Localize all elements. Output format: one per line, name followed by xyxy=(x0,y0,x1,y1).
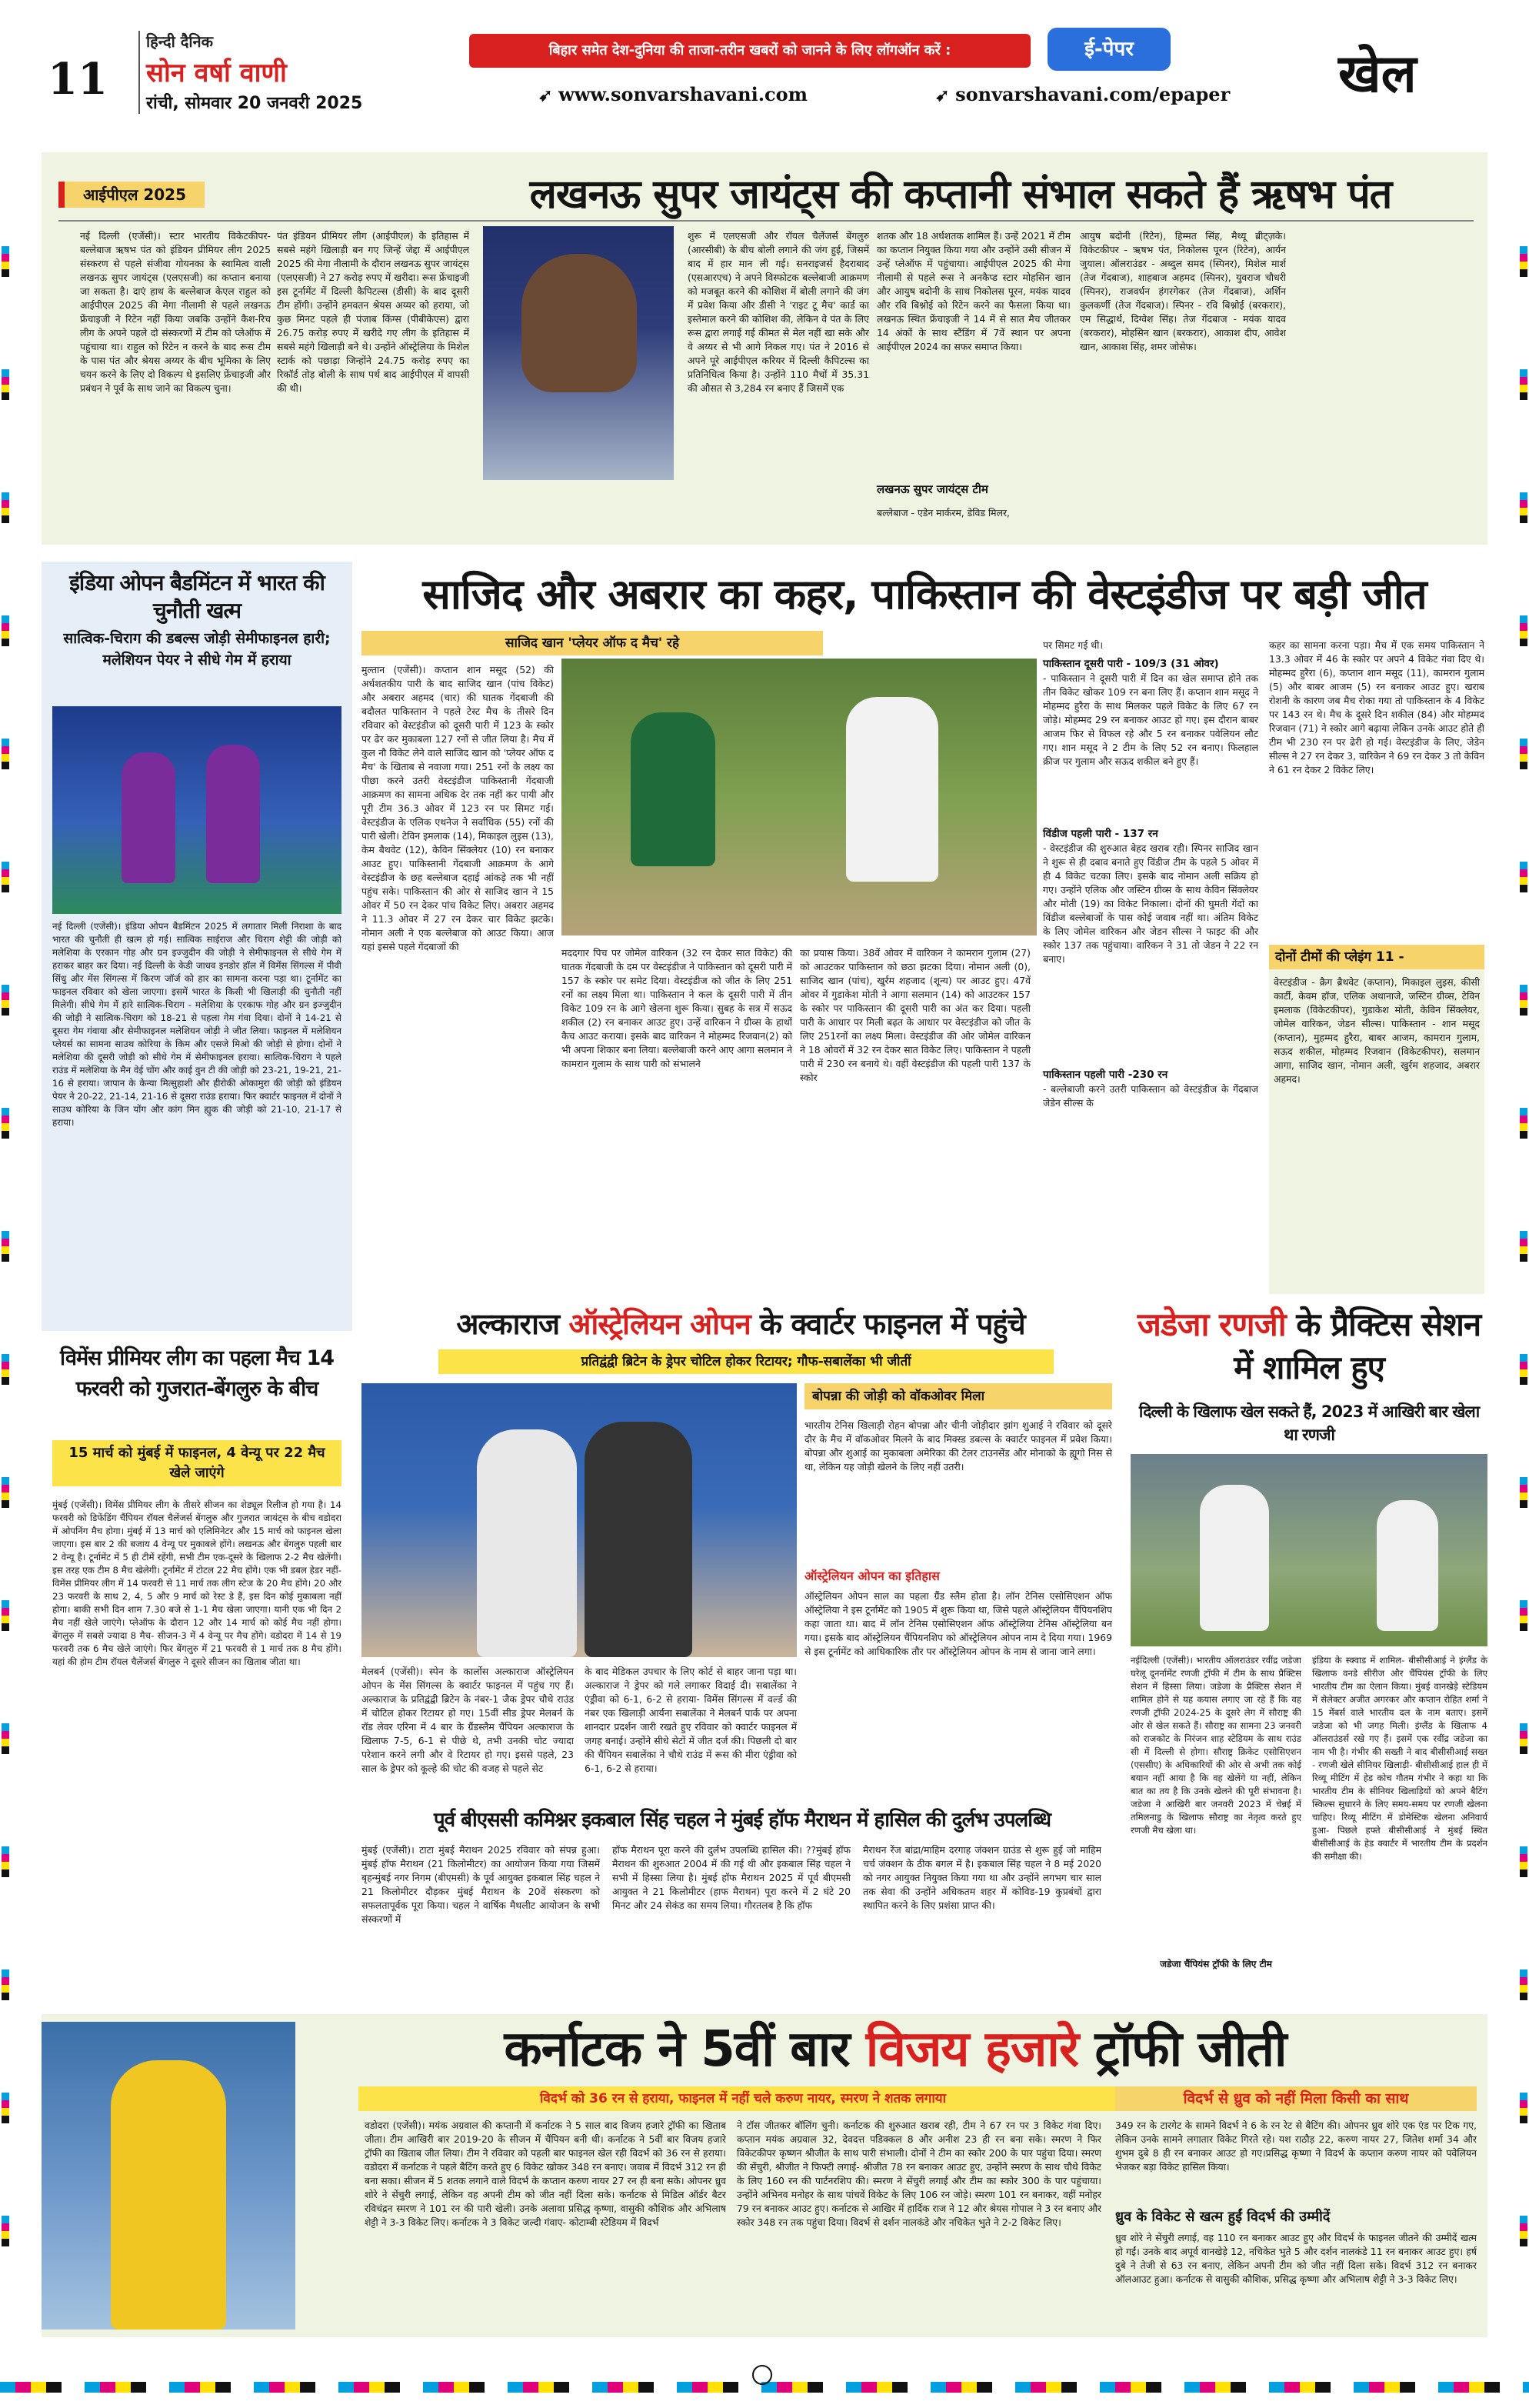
pakistan-headline: साजिद और अबरार का कहर, पाकिस्तान की वेस्टइंडीज पर बड़ी जीत xyxy=(422,570,1427,619)
badminton-headline: इंडिया ओपन बैडमिंटन में भारत की चुनौती खत्म xyxy=(69,570,325,623)
karnataka-story xyxy=(42,2014,1487,2337)
squad-lead: बल्लेबाज - एडेन मार्करम, डेविड मिलर, xyxy=(877,507,1010,519)
karnataka-col-2: ने टॉस जीतकर बॉलिंग चुनी। कर्नाटक की शुरुआत खराब रही, टीम ने 67 रन पर 3 विकेट गंवा दिए। कप्तान मयंक अग्रवाल 32, देवदत्त पडिक्कल 8 और अनीश 23 ही रन बना सके। स्मरण ने फिर विकेटकीपर कृष्णन श्रीजीत के साथ पारी संभाली। दोनों ने टीम का स्कोर 200 के पार पहुंचा दिया। स्मरण की सेंचुरी, श्रीजीत ने फिफ्टी लगाई- श्रीजीत 78 रन बनाकर आउट हुए, उन्होंने स्मरण के साथ चौथे विकेट के लिए 160 रन की पार्टनरशिप की। स्मरण ने सेंचुरी लगाई और टीम का स्कोर 300 के पार पहुंचाया। उन्होंने अभिनव मनोहर के साथ पांचवें विकेट के लिए 106 रन जोड़े। स्मरण 101 रन बनाकर, वहीं मनोहर 79 रन बनाकर आउट हुए। कर्नाटक से आखिर में हार्दिक राज ने 12 और श्रेयस गोपाल ने 3 रन बनाए और स्कोर 348 रन तक पहुंचा दिया। विदर्भ से दर्शन नालकंडे और नचिकेत भुते ने 2-2 विकेट लिए। xyxy=(737,2120,1101,2228)
fielder-figure xyxy=(1377,1500,1438,1631)
promo-banner xyxy=(469,34,1031,68)
epaper-button[interactable] xyxy=(1048,28,1171,71)
alcaraz-col-2: के बाद मेडिकल उपचार के लिए कोर्ट से बाहर जाना पड़ा था।अल्काराज ने ड्रेपर को गले लगाकर विदाई दी। सबालेंका ने एंड्रीवा को 6-1, 6-2 से हराया- विमेंस सिंगल्स में वर्ल्ड की नंबर एक खिलाड़ी आर्यना सबालेंका ने मेलबर्न पार्क पर अपना शानदार प्रदर्शन जारी रखते हुए रविवार को क्वार्टर फाइनल में जगह बनाई। उन्होंने सीधे सेटों में जीत दर्ज की। पिछली दो बार की चैंपियन सबालेंका ने चौथे राउंड में रूस की मीरा एंड्रीवा को 6-1, 6-2 से हराया। xyxy=(585,1666,797,1774)
ipl-col-3: शुरू में एलएसजी और रॉयल चैलेंजर्स बेंगलुरु (आरसीबी) के बीच बोली लगाने की जंग हुई, जिसमें बाद में हार मान ली गई। सनराइजर्स हैदराबाद (एसआरएच) ने अपने विस्फोटक बल्लेबाजी आक्रमण को मजबूत करने की कोशिश में बोली लगाने की जंग में प्रवेश किया और डीसी ने 'राइट टू मैच' कार्ड का इस्तेमाल करने की कोशिश की, लेकिन वे पंत के लिए रूस द्वारा लगाई गई कीमत से मेल नहीं खा सके और वे अय्यर से भी आगे निकल गए। पंत ने 2016 से अपने पूरे आईपीएल करियर में दिल्ली कैपिटल्स का प्रतिनिधित्व किया है। उन्होंने 110 मैचों में 35.31 की औसत से 3,284 रन बनाए हैं जिसमें एक xyxy=(688,230,869,394)
history-head: ऑस्ट्रेलियन ओपन का इतिहास xyxy=(804,1569,940,1583)
pakistan-col-3: का प्रयास किया। 38वें ओवर में वारिकन ने कामरान गुलाम (27) को आउटकर पाकिस्तान को छठा झटका दिया। नोमान अली (0), साजिद खान (पांच), खुर्रम शहजाद (शून्य) पर आउट हुए। 47वें ओवर में गुडाकेश मोती ने आगा सलमान (14) को आउटकर 157 के स्कोर पर पाकिस्तान की दूसरी पारी का अंत कर दिया। पहली पारी के आधार पर मिली बढ़त के आधार पर वेस्टइंडीज को जीत के लिए 251रनों का लक्ष्य मिला। वेस्टइंडीज की ओर जोमेल वारिकन ने 18 ओवरों में 32 रन देकर सात विकेट लिए। पाकिस्तान ने पहली पारी में 230 रन बनाये थे। वहीं वेस्टइंडीज की पहली पारी 137 के स्कोर xyxy=(800,947,1031,1083)
keeper-figure xyxy=(631,712,715,866)
player-right xyxy=(206,745,260,883)
ipl-headline: लखनऊ सुपर जायंट्स की कप्तानी संभाल सकते हैं ऋषभ पंत xyxy=(529,172,1392,218)
jadeja-col-2: इंडिया के स्क्वाड में शामिल- बीसीसीआई ने इंग्लैंड के खिलाफ वनडे सीरीज और चैंपियंस ट्रॉफी के लिए भारतीय टीम का ऐलान किया। मुंबई वानखेड़े स्टेडियम में सेलेक्टर अजीत अगरकर और कप्तान रोहित शर्मा ने 15 मेंबर्स वाले भारतीय दल के नाम बताए। इसमें जडेजा को भी जगह मिली। इंग्लैंड के खिलाफ 4 ऑलराउंडर्स रखे गए हैं। इसमें एक रवींद्र जडेजा का नाम भी है। गंभीर की सख्ती ने बाद बीसीसीआई सख्त - रणजी खेले सीनियर खिलाड़ी- बीसीसीआई हाल ही में रिव्यू मीटिंग में हेड कोच गौतम गंभीर ने कहा था कि भारतीय टीम के सीनियर खिलाड़ियों को अपने बैटिंग स्किल्स सुधारने के लिए समय-समय पर रणजी खेलना चाहिए। रिव्यू मीटिंग में डोमेस्टिक खेलना अनिवार्य हुआ- पिछले हफ्ते बीसीसीआई ने मुंबई स्थित बीसीसीआई के हेड क्वार्टर में भारतीय टीम के प्रदर्शन की समीक्षा की। xyxy=(1312,1655,1487,1862)
alcaraz-headline xyxy=(361,1303,1120,1345)
player-figure xyxy=(111,2060,226,2330)
ipl-kicker-text: आईपीएल 2025 xyxy=(82,185,187,204)
site-url: www.sonvarshavani.com xyxy=(558,83,808,105)
alcaraz-story xyxy=(361,1303,1120,1799)
bopanna-head: बोपन्ना की जोड़ी को वॉकओवर मिला xyxy=(804,1383,1112,1409)
masthead xyxy=(0,0,1529,131)
ipl-col-1: नई दिल्ली (एजेंसी)। स्टार भारतीय विकेटकीपर-बल्लेबाज ऋषभ पंत को इंडियन प्रीमियर लीग 2025 संस्करण से पहले संजीवा गोयनका के स्वामित्व वाली लखनऊ सुपर जायंट्स (एलएसजी) का कप्तान बनाया जा सकता है। दाएं हाथ के बल्लेबाज केएल राहुल को आईपीएल 2025 की मेगा नीलामी से पहले लखनऊ फ्रेंचाइजी ने रिटेन नहीं किया जबकि उन्होंने कैश-रिच लीग के अपने पहले दो संस्करणों में टीम को प्लेऑफ में पहुंचाया था। राहुल को रिटेन न करने के बाद रूस टीम के पास पंत और श्रेयस अय्यर के बीच भूमिका के लिए चयन करने के लिए दो विकल्प थे इसलिए फ्रेंचाइजी और प्रबंधन ने पूर्व के साथ जाने का विकल्प चुना। xyxy=(80,230,271,394)
ipl-col-5: आयुष बदोनी (रिटेन), हिम्मत सिंह, मैथ्यू ब्रीट्ज़के। विकेटकीपर - ऋषभ पंत, निकोलस पूरन (रिटेन), आर्यन जुयाल। ऑलराउंडर - अब्दुल समद (स्पिनर), मिशेल मार्श (तेज गेंदबाज), शाहबाज अहमद (स्पिनर), युवराज चौधरी (स्पिनर), राजवर्धन हंगरगेकर (तेज गेंदबाज), अर्शिन कुलकर्णी (तेज गेंदबाज)। स्पिनर - रवि बिश्नोई (बरकरार), एम सिद्धार्थ, दिग्वेश सिंह। तेज गेंदबाज - मयंक यादव (बरकरार), मोहसिन खान (बरकरार), आकाश दीप, आवेश खान, आकाश सिंह, शमर जोसेफ। xyxy=(1080,230,1286,352)
pakistan-col-4a: पर सिमट गई थी। xyxy=(1043,639,1104,651)
epaper-button-label: ई-पेपर xyxy=(1084,38,1134,61)
jadeja-headline xyxy=(1131,1303,1487,1389)
alcaraz-headline-pre: अल्काराज xyxy=(456,1307,569,1341)
promo-text: बिहार समेत देश-दुनिया की ताजा-तरीन खबरों को जानने के लिए लॉगऑन करें : xyxy=(548,42,951,58)
karnataka-headline-red: विजय हजारे xyxy=(865,2021,1079,2078)
pakistan-col-1: मुल्तान (एजेंसी)। कप्तान शान मसूद (52) की अर्धशतकीय पारी के बाद साजिद खान (पांच विकेट) और अबरार अहमद (चार) की घातक गेंदबाजी की बदौलत पाकिस्तान ने पहले टेस्ट मैच के तीसरे दिन रविवार को वेस्टइंडीज को दूसरी पारी में 123 के स्कोर पर ढेर कर मुकाबला 127 रनों से जीत लिया है। मैच में कुल नौ विकेट लेने वाले साजिद खान को 'प्लेयर ऑफ द मैच' के खिताब से नवाजा गया। 251 रनों के लक्ष्य का पीछा करने उतरी वेस्टइंडीज पाकिस्तानी गेंदबाजी आक्रमण का सामना अधिक देर तक नहीं कर पायी और पूरी टीम 36.3 ओवर में 123 रन पर सिमट गई। वेस्टइंडीज के एलिक एथनेज ने सर्वाधिक (55) रनों की पारी खेली। टेविन इमलाक (14), मिकाइल लुइस (13), केम बैथवेट (12), केविन सिंक्लेयर (10) रन बनाकर आउट हुए। पाकिस्तानी गेंदबाजी आक्रमण के आगे वेस्टइंडीज के छह बल्लेबाज दहाई आंकड़े तक भी नहीं पहुंच सके। पाकिस्तान की ओर से साजिद खान ने 15 ओवर में 50 रन देकर पांच विकेट लिए। अबरार अहमद ने 11.3 ओवर में 27 रन देकर चार विकेट झटके। नोमान अली ने एक बल्लेबाज को आउट किया। आज यहां इससे पहले गेंदबाजों की xyxy=(361,664,554,952)
bopanna-body: भारतीय टेनिस खिलाड़ी रोहन बोपन्ना और चीनी जोड़ीदार झांग शुआई ने रविवार को दूसरे दौर के मैच में वॉकओवर मिलने के बाद मिक्स्ड डबल्स के क्वार्टर फाइनल में प्रवेश किया। बोपन्ना और शुआई का मुकाबला अमेरिका की टेलर टाउनसेंड और मोनाको के ह्यूगो निस से था, लेकिन यह जोड़ी खेलने के लिए नहीं उतरी। xyxy=(804,1419,1112,1472)
jadeja-subhead: दिल्ली के खिलाफ खेल सकते हैं, 2023 में आखिरी बार खेला था रणजी xyxy=(1138,1402,1480,1444)
mayank-photo xyxy=(42,2022,295,2330)
playing-xi-box xyxy=(1269,945,1484,1294)
pakistan-col-5: कहर का सामना करना पड़ा। मैच में एक समय पाकिस्तान ने 13.3 ओवर में 46 के स्कोर पर अपने 4 विकेट गंवा दिए थे। मोहम्मद हुरैरा (6), कप्तान शान मसूद (11), कामरान गुलाम (5) और बाबर आजम (5) रन बनाकर आउट हुए। खराब रोशनी के कारण जब मैच रोका गया तो पाकिस्तान के 4 विकेट पर 143 रन थे। मैच के दूसरे दिन शकील (84) और मोहम्मद रिजवान (71) ने स्कोर आगे बढ़ाया लेकिन उनके आउट होते ही टीम भी 230 रन पर ढेरी हो गई। वेस्टइंडीज के लिए, जेडेन सील्स ने 27 रन देकर 3, वारिकेन ने 69 रन देकर 3 तो केविन ने 61 रन देकर 2 विकेट लिए। xyxy=(1269,639,1484,775)
playing-xi-body: वेस्टइंडीज - क्रैग ब्रैथवेट (कप्तान), मिकाइल लुइस, कीसी कार्टी, केवम हॉज, एलिक अथानाजे, जस्टिन ग्रीव्स, टेविन इमलाक (विकेटकीपर), गुडाकेश मोती, केविन सिंक्लेयर, जोमेल वारिकन, जेडन सील्स। पाकिस्तान - शान मसूद (कप्तान), मुहम्मद हुरैरा, बाबर आजम, कामरान गुलाम, सऊद शकील, मोहम्मद रिजवान (विकेटकीपर), सलमान आगा, साजिद खान, नोमान अली, खुर्रम शहजाद, अबरार अहमद। xyxy=(1274,976,1480,1085)
jadeja-story xyxy=(1131,1303,1487,1996)
jadeja-photo xyxy=(1131,1454,1487,1646)
epaper-url-link[interactable] xyxy=(935,83,1230,105)
marathon-story xyxy=(361,1803,1123,2000)
jadeja-col-1: नईदिल्ली (एजेंसी)। भारतीय ऑलराउंडर रवींद्र जडेजा घरेलू दूनर्नामेंट रणजी ट्रॉफी में टीम के साथ प्रैक्टिस सेशन में हिस्सा लिया। जडेजा के प्रैक्टिस सेशन में शामिल होने से यह कयास लगाए जा रहे हैं कि वह रणजी ट्रॉफी 2024-25 के दूसरे लेग में सौराष्ट्र की ओर से खेल सकते हैं। सौराष्ट्र का सामना 23 जनवरी को राजकोट के निरंजन शाह स्टेडियम के साथ राउंड सी में दिल्ली से होगा। सौराष्ट्र क्रिकेट एसोसिएशन (एससीए) के अधिकारियों की ओर से अभी तक कोई बयान नहीं आया है कि वह खेलेंगे या नहीं, लेकिन बात का तय है कि उनके खेलने की पूरी संभावना है। जडेजा ने आखिरी बार जनवरी 2023 में चेन्नई में तमिलनाडु के खिलाफ सौराष्ट्र का नेतृत्व करते हुए रणजी मैच खेला था। xyxy=(1131,1655,1301,1836)
karnataka-col-1: वडोदरा (एजेंसी)। मयंक अग्रवाल की कप्तानी में कर्नाटक ने 5 साल बाद विजय हजारे ट्रॉफी का खिताब जीता। टीम आखिरी बार 2019-20 के सीजन में चैंपियन बनी थी। कर्नाटक ने 5वीं बार विजय हजारे ट्रॉफी का खिताब जीत लिया। टीम ने रविवार को पहली बार फाइनल खेल रही विदर्भ को 36 रन से हराया। वडोदरा में कर्नाटक ने पहले बैटिंग करते हुए 6 विकेट खोकर 348 रन बनाए। जवाब में विदर्भ 312 रन ही बना सका। सीजन में 5 शतक लगाने वाले विदर्भ के कप्तान करुण नायर 27 रन ही बना सके। ओपनर ध्रुव शोरे ने सेंचुरी लगाई, लेकिन वह अपनी टीम को जीत नहीं दिला सके। कर्नाटक से मिडिल ऑर्डर बैटर रविचंद्रन स्मरण ने 101 रन की पारी खेली। उनके अलावा प्रसिद्ध कृष्णा, वासुकी कौशिक और अभिलाष शेट्टी ने 3-3 विकेट लिए। कर्नाटक ने 3 विकेट जल्दी गंवाए- कोटाम्बी स्टेडियम में विदर्भ xyxy=(365,2120,726,2228)
pakistan-col-2: मददगार पिच पर जोमेल वारिकन (32 रन देकर सात विकेट) की घातक गेंदबाजी के दम पर वेस्टइंडीज ने पाकिस्तान को दूसरी पारी में 157 के स्कोर पर समेट दिया। वेस्टइंडीज को जीत के लिए 251 रनों का लक्ष्य मिला था। पाकिस्तान ने कल के दूसरी पारी में तीन विकेट 109 रन के आगे खेलना शुरू किया। सुबह के सत्र में सऊद शकील (2) रन बनाकर आउट हुए। उन्हें वारिकन ने ग्रीव्स के हाथों कैच आउट कराया। इसके बाद वारिकन ने मोहम्मद रिजवान(2) को भी अपना शिकार बना लिया। बल्लेबाजी करने आए आगा सलमान ने कामरान गुलाम के साथ पारी को संभालने xyxy=(561,947,792,1069)
pakistan-col-4b: - पाकिस्तान ने दूसरी पारी में दिन का खेल समाप्त होने तक तीन विकेट खोकर 109 रन बना लिए हैं। कप्तान शान मसूद ने मोहम्मद हुरैरा के साथ मिलकर पहले विकेट के लिए 67 रन जोड़े। मोहम्मद 29 रन बनाकर आउट हो गए। इस दौरान बाबर आजम फिर से विफल रहे और 5 रन बनाकर पवेलियन लौट गए। शान मसूद ने 2 टीम के लिए 52 रन बनाए। फिलहाल क्रीज पर गुलाम और सऊद शकील बने हुए हैं। xyxy=(1043,672,1258,767)
registration-mark xyxy=(752,2365,772,2385)
dateline: रांची, सोमवार 20 जनवरी 2025 xyxy=(146,94,363,113)
jadeja-photo-caption: जडेजा चैंपियंस ट्रॉफी के लिए टीम xyxy=(1160,1959,1272,1969)
cmyk-strip-left xyxy=(2,154,9,2308)
ipl-story xyxy=(42,152,1487,545)
karnataka-headline xyxy=(303,2017,1487,2082)
vidarbha-head: विदर्भ से ध्रुव को नहीं मिला किसी का साथ xyxy=(1115,2086,1477,2111)
ipl-col-4: शतक और 18 अर्धशतक शामिल हैं। उन्हें 2021 में टीम का कप्तान नियुक्त किया गया और उन्होंने उसी सीजन में उन्हें प्लेऑफ में पहुंचाया। आईपीएल 2025 की मेगा नीलामी से पहले रूस ने अनकैप्ड स्टार मोहसिन खान और आयुष बदोनी के साथ निकोलस पूरन, मयंक यादव और रवि बिश्नोई को रिटेन करने का फैसला किया था। लखनऊ स्थित फ्रेंचाइजी ने 14 में से सात मैच जीतकर 14 अंकों के साथ स्टैंडिंग में 7वें स्थान पर अपना आईपीएल 2024 का सफर समाप्त किया। xyxy=(877,230,1071,352)
player-embrace-left xyxy=(477,1429,577,1657)
player-embrace-right xyxy=(585,1422,692,1657)
vidarbha-body-2: ध्रुव शोरे ने सेंचुरी लगाई, वह 110 रन बनाकर आउट हुए और विदर्भ के फाइनल जीतने की उम्मीदें खत्म हो गईं। उनके बाद अपूर्व वानखेड़े 12, नचिकेत भुते 5 और दर्शन नालकंडे 11 रन बनाकर आउट हुए। हर्ष दुबे ने तेजी से 63 रन बनाए, लेकिन अपनी टीम को जीत नहीं दिला सके। विदर्भ 312 रन बनाकर ऑलआउट हुआ। कर्नाटक से वासुकी कौशिक, प्रसिद्ध कृष्णा और अभिलाष शेट्टी ने 3-3 विकेट लिए। xyxy=(1115,2232,1477,2285)
jadeja-headline-red: जडेजा रणजी xyxy=(1137,1306,1286,1343)
wpl-subhead: 15 मार्च को मुंबई में फाइनल, 4 वेन्यू पर 22 मैच खेले जाएंगे xyxy=(52,1440,341,1486)
karnataka-headline-pre: कर्नाटक ने 5वीं बार xyxy=(504,2021,866,2078)
ipl-rule xyxy=(58,220,1474,222)
globe-icon: ➹ xyxy=(935,85,956,105)
jadeja-headline-rest: के प्रैक्टिस सेशन में शामिल हुए xyxy=(1234,1306,1481,1386)
daily-label: हिन्दी दैनिक xyxy=(146,32,214,51)
alcaraz-subhead: प्रतिद्वंद्वी ब्रिटेन के ड्रेपर चोटिल होकर रिटायर; गौफ-सबालेंका भी जीतीं xyxy=(438,1349,1054,1374)
marathon-col-3: मैराथन रेंज बांद्रा/माहिम दरगाह जंक्शन ग्राउंड से शुरू हुई जो माहिम चर्च जंक्शन के ठीक बगल में है। इकबाल सिंह चहल ने 8 मई 2020 को नगर आयुक्त नियुक्त किया गया था और उन्होंने लगभग चार साल तक सेवा की उन्होंने अधिकतम शहर में कोविड-19 कुप्रबंधों द्वारा स्थापित करने के लिए प्रशंसा प्राप्त की। xyxy=(863,1844,1101,1911)
pakistan-match-photo xyxy=(561,659,1037,936)
site-url-link[interactable] xyxy=(538,83,808,105)
badminton-body: नई दिल्ली (एजेंसी)। इंडिया ओपन बैडमिंटन 2025 में लगातार मिली निराशा के बाद भारत की चुनौती ही खत्म हो गई। सात्विक साईराज और चिराग शेट्टी की जोड़ी को मलेशिया के एरकान गोह और ग्रन इज्जुदीन की जोड़ी ने सेमीफाइनल से सीधे गेम में हराकर बाहर कर दिया। नई दिल्ली के केडी जाधव इनडोर हॉल में विमेंस सिंगल्स में पीवी सिंधु और मेंस सिंगल्स में किरण जॉर्ज को हार का सामना करना पड़ा था। टूर्नामेंट का फाइनल रविवार को खेला जाएगा। इसमें भारत के किसी भी खिलाड़ी की चुनौती नहीं मिलेगी। सीधे गेम में हारे सात्विक-चिराग - मलेशिया के एरकाफ गोह और ग्रन इज्जुदीन की जोड़ी ने सात्विक-चिराग को 18-21 से पहला गेम गंवा दिया। दोनों ने 14-21 से दूसरा गेम गंवाया और सेमीफाइनल मलेशियन जोड़ी ने जीत लिया। फाइनल में मलेशियन प्लेयर्स का सामना साउथ कोरिया के किम और एसजे मिओ की जोड़ी से होगा। दोनों ने मलेशिया की दूसरी जोड़ी को सीधे गेम में सेमीफाइनल हराया। सात्विक-चिराग ने पहले राउंड में मलेशिया के मैन वेई चोंग और काई वुन टी की जोड़ी को 23-21, 19-21, 21-16 से हराया। जापान के केन्या मित्सुहाशी और हीरोकी ओकामुरा की जोड़ी को इंडियन पेयर ने 20-22, 21-14, 21-16 से दूसरा राउंड हराया। फिर क्वार्टर फाइनल में दोनों ने साउथ कोरिया के जिन योंग और कांग मिन ह्युक की जोड़ी को 21-10, 21-17 से हराया। xyxy=(52,921,341,1128)
cmyk-strip-right xyxy=(1520,154,1527,2308)
batter-figure xyxy=(846,697,938,882)
paper-name: सोन वर्षा वाणी xyxy=(146,58,287,88)
pakistan-col-4 xyxy=(1043,639,1258,1294)
ipl-col-2: पंत इंडियन प्रीमियर लीग (आईपीएल) के इतिहास में सबसे महंगे खिलाड़ी बन गए जिन्हें जेद्दा में आईपीएल 2025 की मेगा नीलामी के दौरान लखनऊ सुपर जायंट्स (एलएसजी) ने 27 करोड़ रुपए में खरीदा। रूस फ्रेंचाइजी इस टूर्नामेंट में दिल्ली कैपिटल्स (डीसी) के बाद दूसरी टीम होंगी। उन्होंने हमवतन श्रेयस अय्यर को हराया, जो कुछ मिनट पहले ही पंजाब किंग्स (पीबीकेएस) द्वारा 26.75 करोड़ रुपए में खरीदे गए लीग के इतिहास में सबसे महंगे खिलाड़ी बने थे। उन्होंने ऑस्ट्रेलिया के मिशेल स्टार्क को पछाड़ा जिन्होंने 24.75 करोड़ रुपए का रिकॉर्ड तोड़ बोली के साथ पर्थ बाद आईपीएल में वापसी की थी। xyxy=(277,230,469,394)
badminton-story xyxy=(42,562,352,1331)
alcaraz-headline-post: के क्वार्टर फाइनल में पहुंचे xyxy=(750,1307,1025,1341)
epaper-url: sonvarshavani.com/epaper xyxy=(955,83,1231,105)
karnataka-headline-post: ट्रॉफी जीती xyxy=(1078,2021,1287,2078)
badminton-photo xyxy=(52,706,341,914)
pakistan-col-4c: - वेस्टइंडीज की शुरुआत बेहद खराब रही। स्पिनर साजिद खान ने शुरू से ही दबाव बनाते हुए विंडीज टीम के पहले 5 ओवर में ही 4 विकेट चटका लिए। इसके बाद नोमान अली सक्रिय हो गए। उन्होंने एलिक और जस्टिन ग्रीव्स के साथ केविन सिंक्लेयर और मोती (19) का विकेट निकाला। दोनों की घुमती गेंदों का विंडीज बल्लेबाजों के पास कोई जवाब नहीं था। अंतिम विकेट के लिए जोमेल वारिकन और जेडन सील्स ने फाइट की और स्कोर 137 तक पहुंचाया। वारिकन ने 31 तो जेडन ने 22 रन बनाए। xyxy=(1043,842,1258,965)
pakistan-story xyxy=(361,562,1487,1300)
alcaraz-photo xyxy=(361,1383,797,1657)
alcaraz-headline-highlight: ऑस्ट्रेलियन ओपन xyxy=(568,1307,751,1341)
pakistan-col-4d: - बल्लेबाजी करने उतरी पाकिस्तान को वेस्टइंडीज के गेंदबाज जेडेन सील्स के xyxy=(1043,1083,1258,1109)
marathon-col-1: मुंबई (एजेंसी)। टाटा मुंबई मैराथन 2025 रविवार को संपन्न हुआ। मुंबई हॉफ मैराथन (21 किलोमीटर) का आयोजन किया गया जिसमें बृहन्मुंबई नगर निगम (बीएमसी) के पूर्व आयुक्त इकबाल सिंह चहल ने 21 किलोमीटर दौड़कर मुंबई मैराथन के 20वें संस्करण को सफलतापूर्वक पूरा किया। चहल ने वार्षिक मैथलीट आयोजन के सभी संस्करणों में xyxy=(361,1844,600,1925)
pak-second-innings-label: पाकिस्तान दूसरी पारी - 109/3 (31 ओवर) xyxy=(1043,658,1219,670)
marathon-headline: पूर्व बीएससी कमिश्नर इकबाल सिंह चहल ने मुंबई हॉफ मैराथन में हासिल की दुर्लभ उपलब्धि xyxy=(433,1809,1051,1832)
globe-icon: ➹ xyxy=(538,85,559,105)
playing-xi-title: दोनों टीमों की प्लेइंग 11 - xyxy=(1269,945,1484,969)
wpl-story xyxy=(42,1339,352,1846)
page-number: 11 xyxy=(48,54,108,105)
pak-first-innings-label: पाकिस्तान पहली पारी -230 रन xyxy=(1043,1069,1168,1081)
windies-first-innings-label: विंडीज पहली पारी - 137 रन xyxy=(1043,828,1158,840)
vidarbha-head-2: ध्रुव के विकेट से खत्म हुईं विदर्भ की उम्मीदें xyxy=(1115,2209,1331,2225)
alcaraz-col-1: मेलबर्न (एजेंसी)। स्पेन के कार्लोस अल्काराज ऑस्ट्रेलियन ओपन के मेंस सिंगल्स के क्वार्टर फाइनल में पहुंच गए हैं। अल्काराज के प्रतिद्वंद्वी ब्रिटेन के नंबर-1 जैक ड्रेपर चौथे राउंड में चोटिल होकर रिटायर हो गए। 15वीं सीड ड्रेपर मेलबर्न के रॉड लेवर एरिना में 4 बार के ग्रैंडस्लैम चैंपियन अल्काराज के खिलाफ 7-5, 6-1 से पीछे थे, तभी उनकी चोट ज्यादा परेशान करने लगी और वे रिटायर हो गए। इससे पहले, 23 साल के ड्रेपर को कूल्हे की चोट की वजह से पहले सेट xyxy=(361,1666,574,1774)
marathon-col-2: हॉफ मैराथन पूरा करने की दुर्लभ उपलब्धि हासिल की। ??मुंबई हॉफ मैराथन की शुरुआत 2004 में की गई थी और इकबाल सिंह चहल ने सभी में हिस्सा लिया है। मुंबई हॉफ मैराथन 2025 में पूर्व बीएमसी आयुक्त ने 21 किलोमीटर (हाफ मैराथन) पूरा करने में 2 घंटे 20 मिनट और 24 सेकंड का समय लिया। गौरतलब है कि हॉफ xyxy=(612,1844,851,1911)
wpl-body: मुंबई (एजेंसी)। विमेंस प्रीमियर लीग के तीसरे सीजन का शेड्यूल रिलीज हो गया है। 14 फरवरी को डिफेंडिंग चैंपियन रॉयल चैलेंजर्स बेंगलुरु और गुजरात जायंट्स के बीच वडोदरा में ओपनिंग मैच होगा। मुंबई में 13 मार्च को एलिमिनेटर और 15 मार्च को फाइनल खेला जाएगा। इस बार 2 की बजाय 4 वेन्यू पर मुकाबले होंगे। लखनऊ और बेंगलुरु पहली बार 2 वेन्यू है। टूर्नामेंट में 5 ही टीमें रहेंगी, सभी टीम एक-दूसरे के खिलाफ 2-2 मैच खेलेंगी। इस तरह एक टीम 8 मैच खेलेगी। टूर्नामेंट में टोटल 22 मैच होंगे। एक भी डबल हेडर नहीं- विमेंस प्रीमियर लीग में 14 फरवरी से 11 मार्च तक लीग स्टेज के 20 मैच होंगे। 20 और 23 फरवरी के साथ 2, 4, 5 और 9 मार्च को रेस्ट डे हैं, इस दिन कोई मुकाबला नहीं होगा। बाकी सभी दिन शाम 7.30 बजे से 1-1 मैच खेला जाएगा। यानी एक भी दिन 2 मैच नहीं खेले जाएंगे। प्लेऑफ के दौरान 12 और 14 मार्च को कोई मैच नहीं होगा। बेंगलुरु में सबसे ज्यादा 8 मैच- सीजन-3 में 4 वेन्यू पर मैच होंगे। वडोदरा में 14 से 19 फरवरी तक 6 मैच खेले जाएंगे। फिर बेंगलुरु में 21 फरवरी से 1 मार्च तक 8 मैच होंगे। यहां की होम टीम रॉयल चैलेंजर्स बेंगलुरु ने दूसरे सीजन का खिताब जीता था। xyxy=(52,1499,341,1667)
player-left xyxy=(122,752,175,883)
history-body: ऑस्ट्रेलियन ओपन साल का पहला ग्रैंड स्लैम होता है। लॉन टेनिस एसोसिएशन ऑफ ऑस्ट्रेलिया ने इस टूर्नामेंट को 1905 में शुरू किया था, जिसे पहले ऑस्ट्रेलियन चैंपियनशिप कहा जाता था। बाद में लॉन टेनिस एसोसिएशन ऑफ ऑस्ट्रेलिया टेनिस ऑस्ट्रेलिया बन गया। इसके बाद ऑस्ट्रेलियन चैंपियनशिप को ऑस्ट्रेलियन ओपन नाम दे दिया गया। 1969 से इस टूर्नामेंट को आधिकारिक तौर पर ऑस्ट्रेलियन ओपन के नाम से जाना जाने लगा। xyxy=(804,1590,1112,1657)
squad-title: लखनऊ सुपर जायंट्स टीम xyxy=(877,482,988,496)
rishabh-pant-photo xyxy=(483,226,674,480)
vidarbha-body-1: 349 रन के टारगेट के सामने विदर्भ ने 6 के रन रेट से बैटिंग की। ओपनर ध्रुव शोरे एक एंड पर टिक गए, लेकिन उनके सामने लगातार विकेट गिरते रहे। यश राठौड़ 22, करुण नायर 27, जितेश शर्मा 34 और शुभम दुबे 8 ही रन बनाकर आउट हो गए।प्रसिद्ध कृष्णा ने विदर्भ के कप्तान करुण नायर को पवेलियन भेजकर बड़ा विकेट हासिल किया। xyxy=(1115,2120,1477,2173)
ipl-col-3b xyxy=(483,483,674,537)
pakistan-kicker xyxy=(361,631,823,655)
wpl-headline: विमेंस प्रीमियर लीग का पहला मैच 14 फरवरी को गुजरात-बेंगलुरु के बीच xyxy=(59,1346,335,1401)
jadeja-figure xyxy=(1200,1485,1269,1631)
pakistan-kicker-text: साजिद खान 'प्लेयर ऑफ द मैच' रहे xyxy=(505,635,679,651)
player-silhouette xyxy=(521,254,637,392)
divider xyxy=(138,31,140,114)
ipl-kicker xyxy=(58,182,205,208)
badminton-subhead: सात्विक-चिराग की डबल्स जोड़ी सेमीफाइनल हारी; मलेशियन पेयर ने सीधे गेम में हराया xyxy=(63,630,331,669)
section-label: खेल xyxy=(1338,44,1417,105)
karnataka-subhead: विदर्भ को 36 रन से हराया, फाइनल में नहीं चले करुण नायर, स्मरण ने शतक लगाया xyxy=(358,2086,1128,2111)
